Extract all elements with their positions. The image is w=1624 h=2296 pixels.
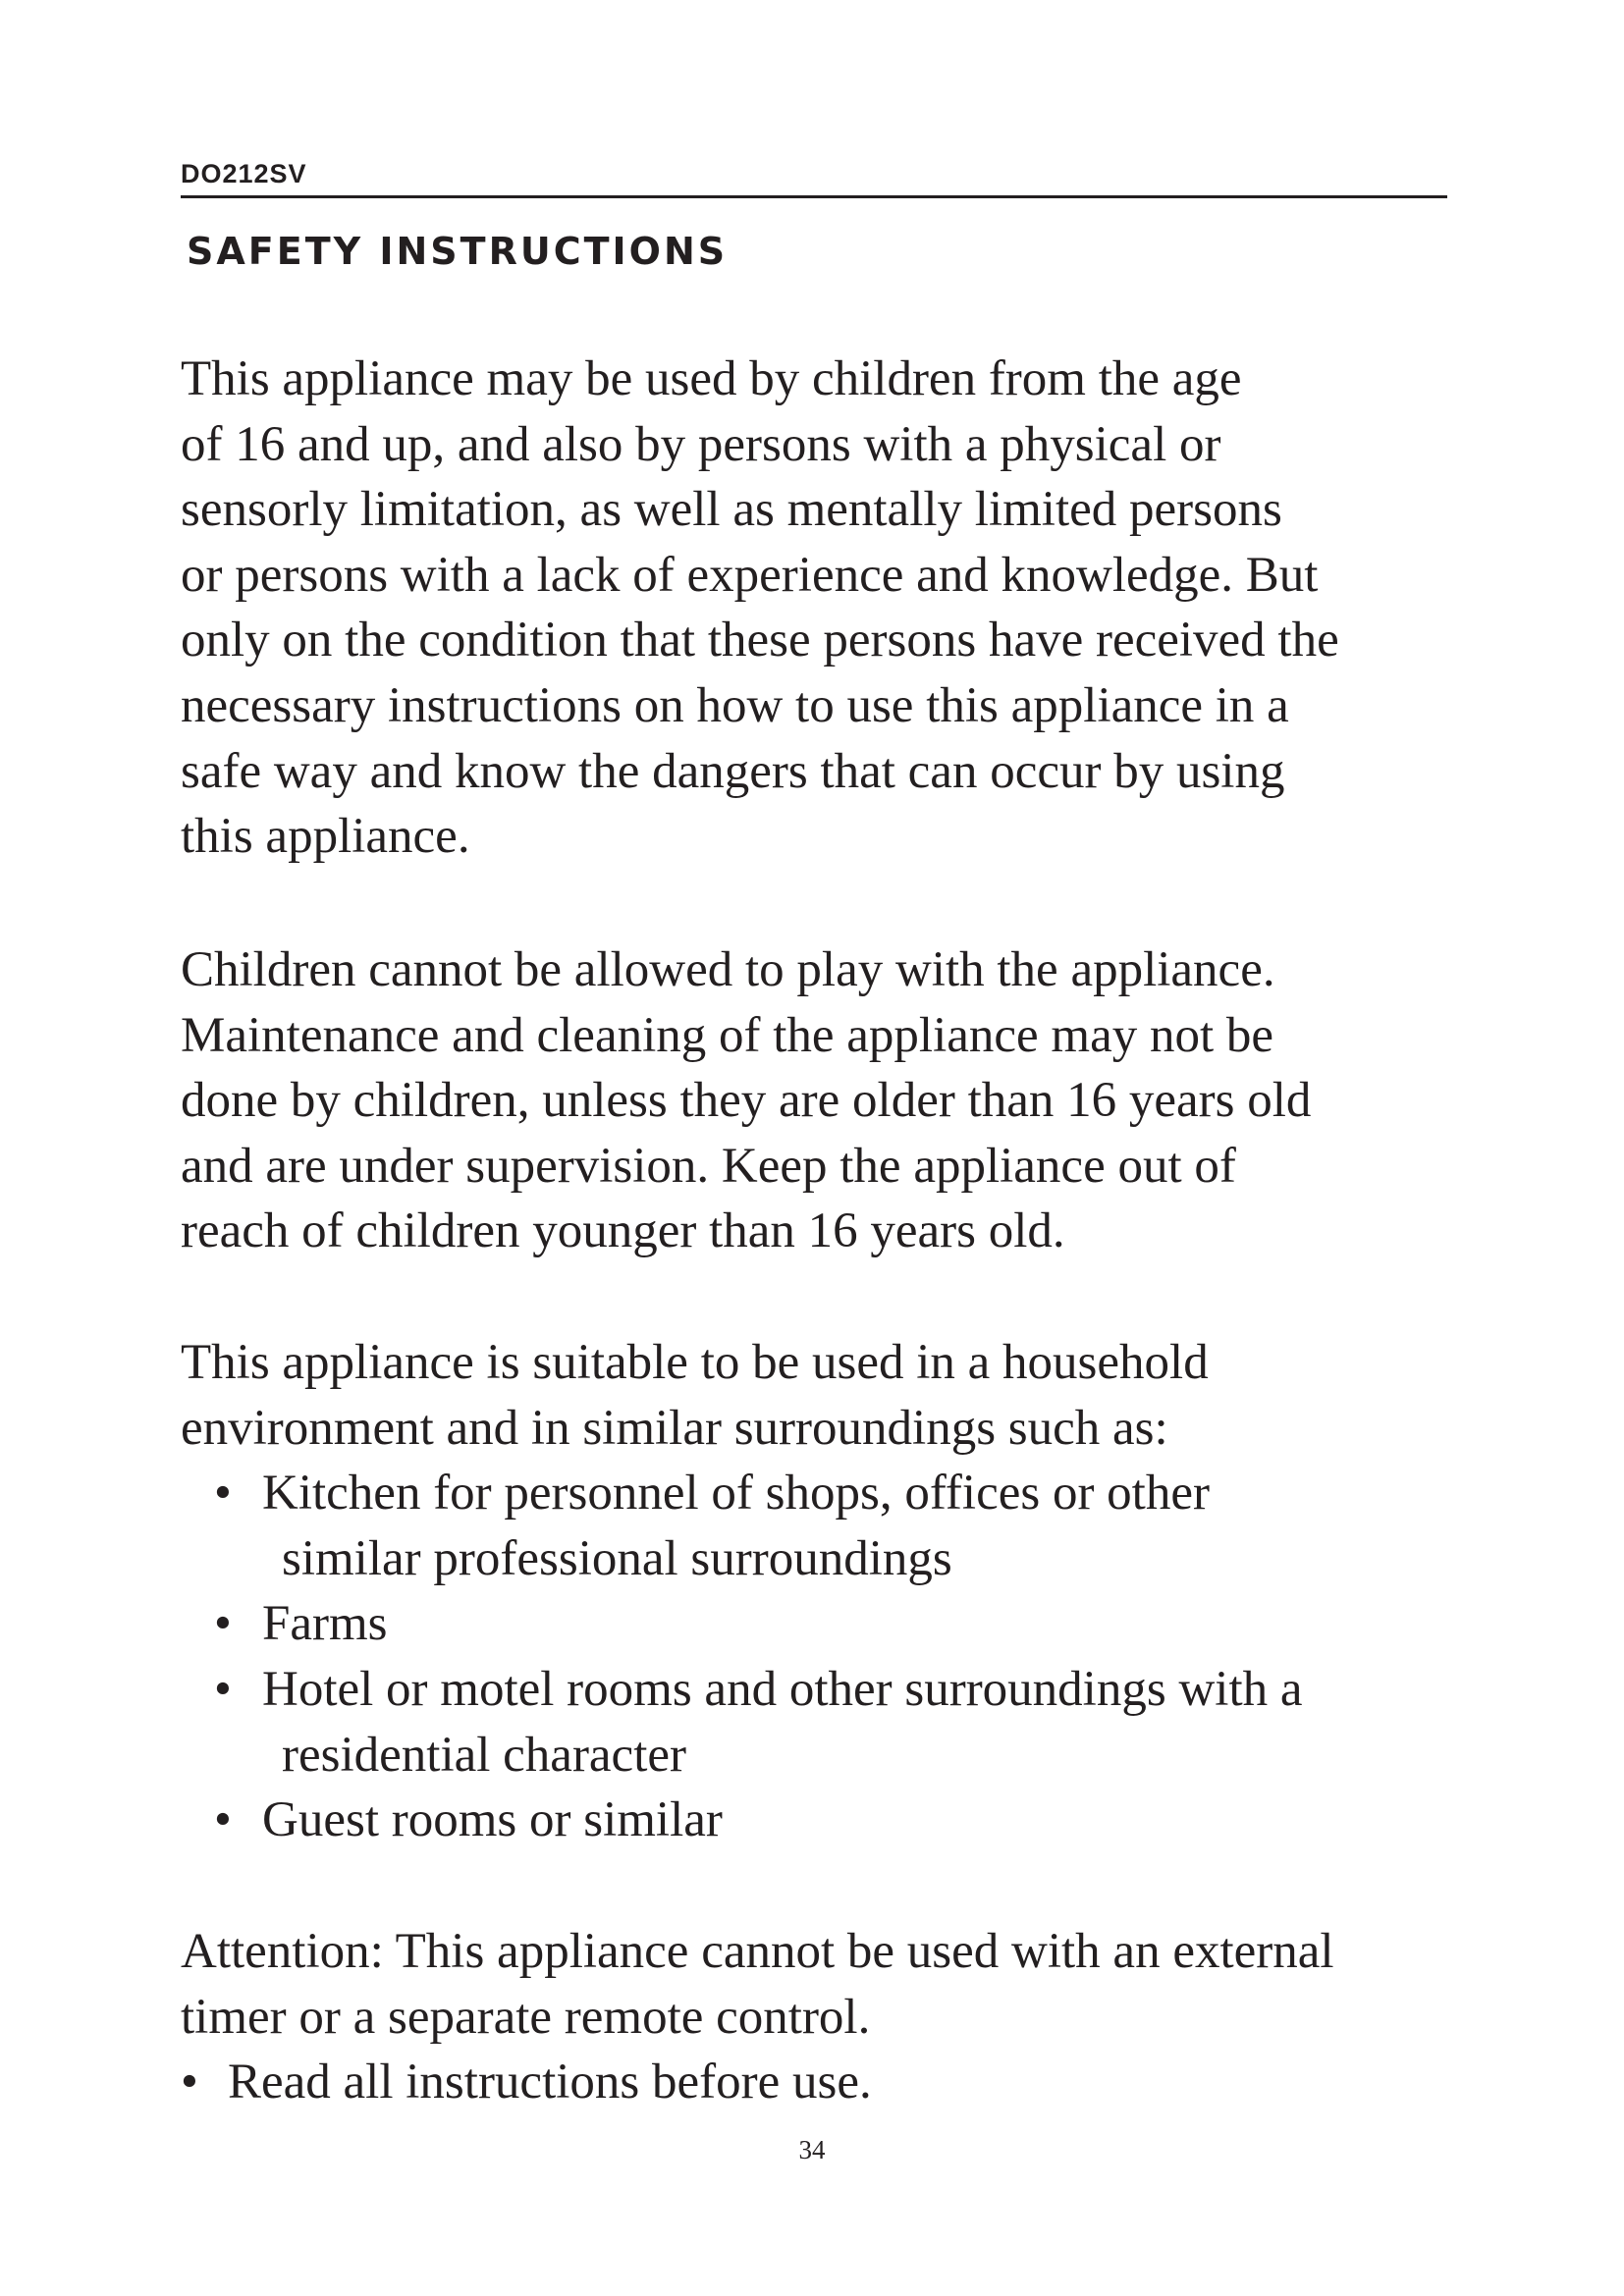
- paragraph-usage-restrictions: [181, 347, 1339, 870]
- list-item: [181, 2050, 1334, 2115]
- text-line: reach of children younger than 16 years old.: [181, 1203, 1065, 1259]
- model-number: DO212SV: [181, 159, 307, 188]
- bullet-icon: •: [214, 1466, 232, 1522]
- page-title: safety instructions: [187, 215, 729, 277]
- text-line: only on the condition that these persons have received the: [181, 613, 1339, 668]
- list-item-text: Guest rooms or similar: [262, 1792, 723, 1848]
- text-line: and are under supervision. Keep the appliance out of: [181, 1138, 1236, 1194]
- list-item: [181, 1461, 1303, 1591]
- text-line: necessary instructions on how to use this appliance in a: [181, 677, 1289, 733]
- text-line: done by children, unless they are older than 16 years old: [181, 1073, 1312, 1129]
- text-line: This appliance may be used by children from the age: [181, 351, 1242, 406]
- list-item-text: Kitchen for personnel of shops, offices or other: [262, 1466, 1210, 1522]
- paragraph-children: [181, 937, 1311, 1264]
- list-item-text: Farms: [262, 1596, 388, 1652]
- bullet-icon: •: [214, 1792, 232, 1848]
- text-line: Attention: This appliance cannot be used with an external: [181, 1924, 1334, 1979]
- text-line: environment and in similar surroundings such as:: [181, 1400, 1168, 1456]
- list-item: [181, 1788, 1303, 1853]
- list-item-text: Hotel or motel rooms and other surroundings with a: [262, 1661, 1303, 1717]
- header-rule: [181, 195, 1447, 198]
- text-line: sensorly limitation, as well as mentally limited persons: [181, 482, 1282, 538]
- text-line: Maintenance and cleaning of the appliance may not be: [181, 1007, 1274, 1063]
- surroundings-list: [181, 1461, 1303, 1853]
- list-item: [181, 1657, 1303, 1788]
- list-item: [181, 1591, 1303, 1657]
- bullet-icon: •: [181, 2055, 198, 2110]
- bullet-icon: •: [214, 1661, 232, 1717]
- bullet-icon: •: [214, 1596, 232, 1652]
- page-number: 34: [798, 2135, 826, 2164]
- list-item-continuation: residential character: [282, 1727, 686, 1783]
- text-line: timer or a separate remote control.: [181, 1989, 871, 2045]
- text-line: of 16 and up, and also by persons with a physical or: [181, 416, 1221, 472]
- list-item-text: Read all instructions before use.: [228, 2055, 872, 2110]
- list-item-continuation: similar professional surroundings: [282, 1530, 952, 1586]
- text-line: this appliance.: [181, 809, 470, 865]
- text-line: or persons with a lack of experience and knowledge. But: [181, 547, 1319, 603]
- paragraph-household-use: [181, 1330, 1303, 1853]
- paragraph-attention: [181, 1919, 1334, 2115]
- text-line: This appliance is suitable to be used in a household: [181, 1335, 1209, 1390]
- text-line: Children cannot be allowed to play with the appliance.: [181, 942, 1275, 997]
- text-line: safe way and know the dangers that can occur by using: [181, 743, 1285, 799]
